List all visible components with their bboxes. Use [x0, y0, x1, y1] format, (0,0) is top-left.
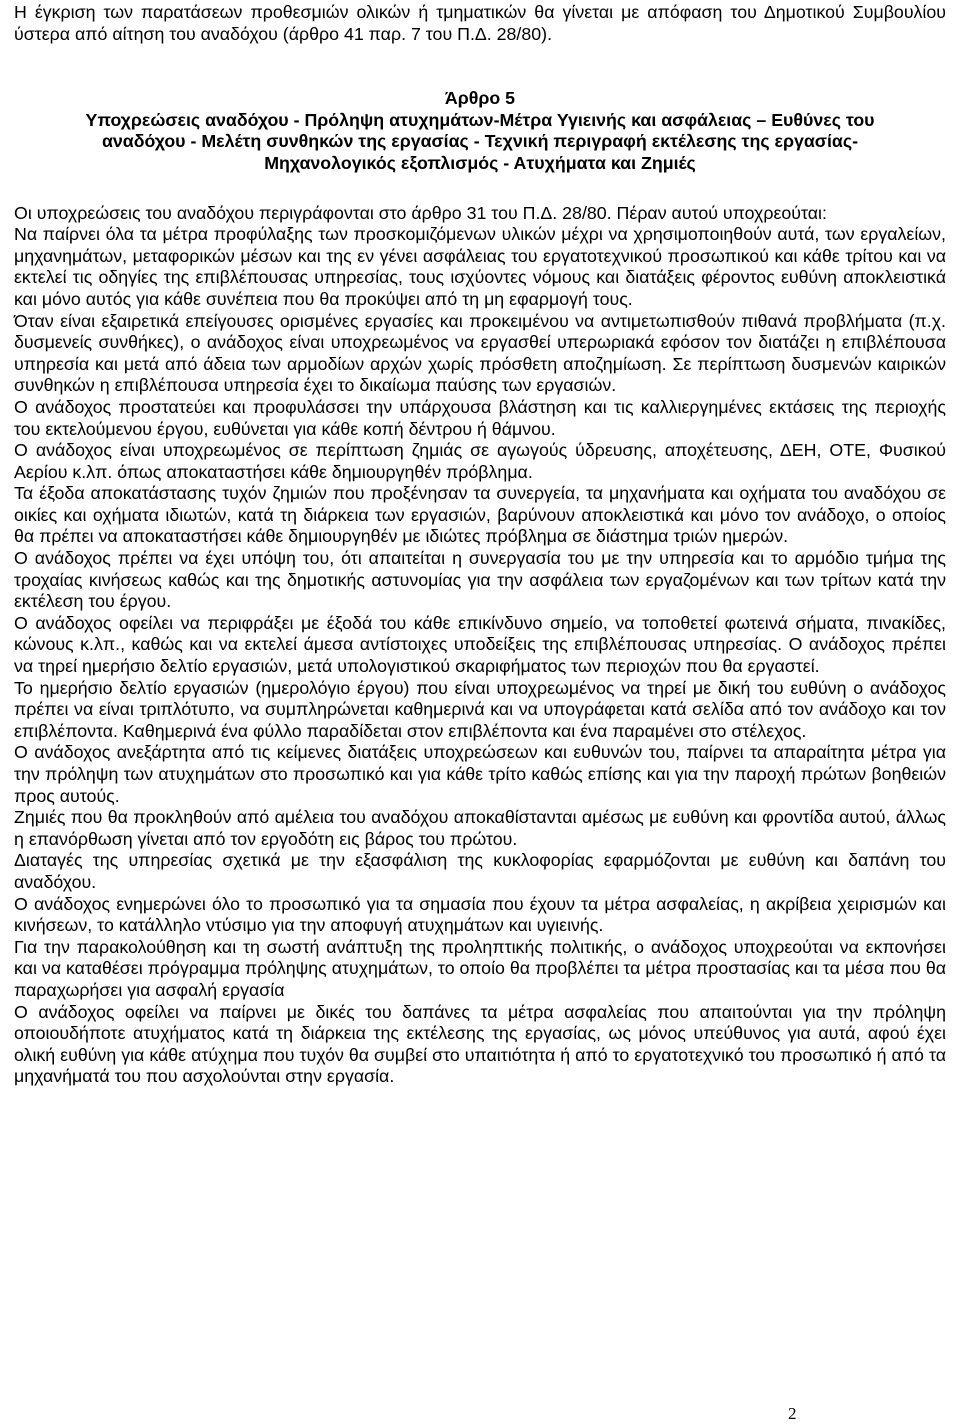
document-page	[14, 2, 946, 1088]
body-paragraph: Τα έξοδα αποκατάστασης τυχόν ζημιών που προξένησαν τα συνεργεία, τα μηχανήματα και οχήματα του αναδόχου σε οικίες και οχήματα ιδιωτών, κατά τη διάρκεια των εργασιών, βαρύνουν αποκλειστικά και μόνο τον ανάδοχο, ο οποίος θα πρέπει να αποκαταστήσει κάθε δημιουργηθέν με ιδιώτες πρόβλημα σε διάστημα τριών ημερών.	[14, 483, 946, 547]
body-paragraph: Να παίρνει όλα τα μέτρα προφύλαξης των προσκομιζόμενων υλικών μέχρι να χρησιμοποιηθούν αυτά, των εργαλείων, μηχανημάτων, μεταφορικών μέσων και της εν γένει ασφάλειας του εργατοτεχνικού προσωπικού και κάθε τρίτου και να εκτελεί τις οδηγίες της επιβλέπουσας υπηρεσίας, τους ισχύοντες νόμους και διατάξεις φέροντος ευθύνη αποκλειστικά και μόνο αυτός για κάθε συνέπεια που θα προκύψει από τη μη εφαρμογή τους.	[14, 224, 946, 309]
body-paragraph: Ο ανάδοχος ενημερώνει όλο το προσωπικό για τα σημασία που έχουν τα μέτρα ασφαλείας, η ακρίβεια χειρισμών και κινήσεων, το κατάλληλο ντύσιμο για την αποφυγή ατυχημάτων και υγιεινής.	[14, 893, 946, 936]
body-paragraph: Ο ανάδοχος είναι υποχρεωμένος σε περίπτωση ζημιάς σε αγωγούς ύδρευσης, αποχέτευσης, ΔΕΗ, ΟΤΕ, Φυσικού Αερίου κ.λπ. όπως αποκαταστήσει κάθε δημιουργηθέν πρόβλημα.	[14, 440, 946, 482]
body-paragraph: Ο ανάδοχος οφείλει να περιφράξει με έξοδά του κάθε επικίνδυνο σημείο, να τοποθετεί φωτεινά σήματα, πινακίδες, κώνους κ.λπ., καθώς και να εκτελεί άμεσα αντίστοιχες υποδείξεις της επιβλέπουσας υπηρεσίας. Ο ανάδοχος πρέπει να τηρεί ημερήσιο δελτίο εργασιών, μετά υπολογιστικού σκαριφήματος των περιοχών που θα εργαστεί.	[14, 612, 946, 677]
body-paragraph: Ζημιές που θα προκληθούν από αμέλεια του αναδόχου αποκαθίστανται αμέσως με ευθύνη και φροντίδα αυτού, άλλως η επανόρθωση γίνεται από τον εργοδότη εις βάρος του πρώτου.	[14, 807, 946, 849]
body-paragraph: Διαταγές της υπηρεσίας σχετικά με την εξασφάλιση της κυκλοφορίας εφαρμόζονται με ευθύνη και δαπάνη του αναδόχου.	[14, 850, 946, 892]
body-paragraph: Για την παρακολούθηση και τη σωστή ανάπτυξη της προληπτικής πολιτικής, ο ανάδοχος υποχρεούται να εκπονήσει και να καταθέσει πρόγραμμα πρόληψης ατυχημάτων, το οποίο θα προβλέπει τα μέτρα προστασίας και τα μέσα που θα παραχωρήσει για ασφαλή εργασία	[14, 936, 946, 1000]
body-paragraph: Ο ανάδοχος ανεξάρτητα από τις κείμενες διατάξεις υποχρεώσεων και ευθυνών του, παίρνει τα απαραίτητα μέτρα για την πρόληψη των ατυχημάτων στο προσωπικό και για κάθε τρίτο καθώς επίσης και για την παροχή πρώτων βοηθειών προς αυτούς.	[14, 742, 946, 806]
body-paragraph: Οι υποχρεώσεις του αναδόχου περιγράφονται στο άρθρο 31 του Π.Δ. 28/80. Πέραν αυτού υποχρεούται:	[14, 202, 827, 223]
body-paragraph: Ο ανάδοχος οφείλει να παίρνει με δικές του δαπάνες τα μέτρα ασφαλείας που απαιτούνται για την πρόληψη οποιουδήποτε ατυχήματος κατά τη διάρκεια της εκτέλεσης της εργασίας, ως μόνος υπεύθυνος για αυτά, αφού έχει ολική ευθύνη για κάθε ατύχημα που τυχόν θα συμβεί στο υπαιτιότητα ή από το εργατοτεχνικό του προσωπικό ή από τα μηχανήματά του που ασχολούνται στην εργασία.	[14, 1001, 946, 1087]
body-paragraph: Ο ανάδοχος προστατεύει και προφυλάσσει την υπάρχουσα βλάστηση και τις καλλιεργημένες εκτάσεις της περιοχής του εκτελούμενου έργου, ευθύνεται για κάθε κοπή δέντρου ή θάμνου.	[14, 396, 946, 439]
body-paragraph: Το ημερήσιο δελτίο εργασιών (ημερολόγιο έργου) που είναι υποχρεωμένος να τηρεί με δική του ευθύνη ο ανάδοχος πρέπει να είναι τριπλότυπο, να συμπληρώνεται καθημερινά και να υπογράφεται κατά σελίδα από τον ανάδοχο και τον επιβλέποντα. Καθημερινά ένα φύλλο παραδίδεται στον επιβλέποντα και ένα παραμένει στο στέλεχος.	[14, 677, 946, 741]
article-title-line: Μηχανολογικός εξοπλισμός - Ατυχήματα και Ζημιές	[264, 152, 696, 173]
article-title-line: Υποχρεώσεις αναδόχου - Πρόληψη ατυχημάτων-Μέτρα Υγιεινής και ασφάλειας – Ευθύνες του	[85, 109, 875, 130]
article-title-line: αναδόχου - Μελέτη συνθηκών της εργασίας - Τεχνική περιγραφή εκτέλεσης της εργασίας-	[101, 131, 859, 152]
article-heading	[14, 88, 946, 174]
page-number: 2	[788, 1404, 797, 1423]
body-paragraph: Όταν είναι εξαιρετικά επείγουσες ορισμένες εργασίες και προκειμένου να αντιμετωπισθούν πιθανά προβλήματα (π.χ. δυσμενείς συνθήκες), ο ανάδοχος είναι υποχρεωμένος να εργασθεί υπερωριακά εφόσον τον διατάζει η επιβλέπουσα υπηρεσία και μετά από άδεια των αρμοδίων αρχών χωρίς πρόσθετη αποζημίωση. Σε περίπτωση δυσμενών καιρικών συνθηκών η επιβλέπουσα υπηρεσία έχει το δικαίωμα παύσης των εργασιών.	[14, 310, 946, 396]
article-body	[14, 203, 946, 1088]
intro-paragraph: Η έγκριση των παρατάσεων προθεσμιών ολικών ή τμηματικών θα γίνεται με απόφαση του Δημοτικού Συμβουλίου ύστερα από αίτηση του αναδόχου (άρθρο 41 παρ. 7 του Π.Δ. 28/80).	[14, 2, 946, 44]
article-number: Άρθρο 5	[444, 88, 516, 109]
body-paragraph: Ο ανάδοχος πρέπει να έχει υπόψη του, ότι απαιτείται η συνεργασία του με την υπηρεσία και το αρμόδιο τμήμα της τροχαίας κινήσεως καθώς και της δημοτικής αστυνομίας για την ασφάλεια των εργαζομένων και των τρίτων κατά την εκτέλεση του έργου.	[14, 548, 946, 612]
